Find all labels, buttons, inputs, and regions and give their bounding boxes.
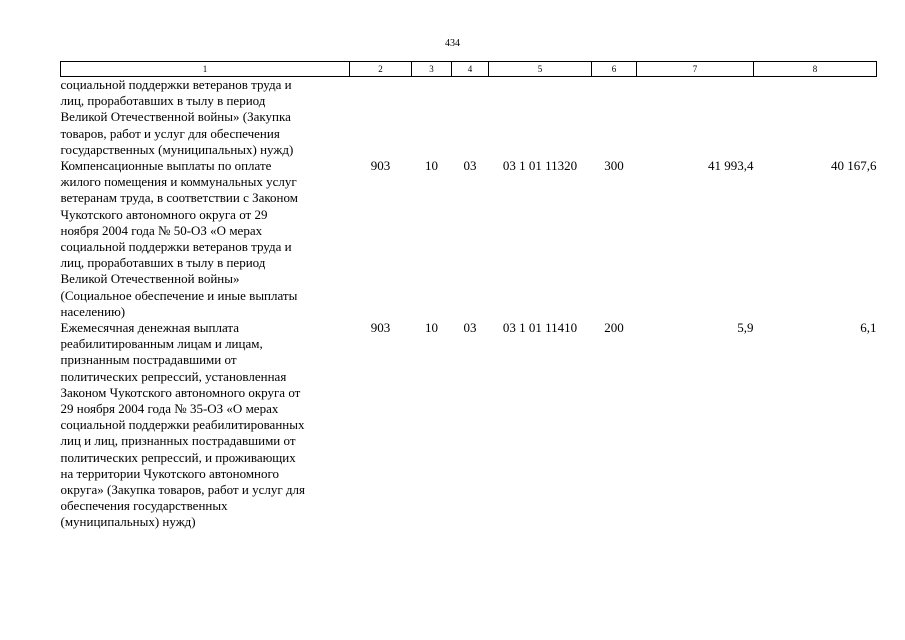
cell-target-article (489, 77, 592, 159)
desc-line: политических репрессий, установленная (60, 368, 287, 384)
desc-line: социальной поддержки ветеранов труда и (60, 77, 292, 92)
col-header-1: 1 (61, 62, 350, 77)
desc-line: жилого помещения и коммунальных услуг (60, 174, 297, 190)
cell-amount-2 (754, 77, 877, 159)
desc-line: лиц и лиц, признанных пострадавшими от (60, 433, 296, 449)
cell-expense-type: 300 (604, 158, 624, 174)
cell-ministry: 903 (370, 320, 391, 336)
desc-line: Ежемесячная денежная выплата (60, 320, 239, 336)
desc-line: политических репрессий, и проживающих (60, 449, 296, 465)
header-row (61, 62, 877, 77)
cell-section: 10 (425, 158, 438, 174)
col-header-6: 6 (592, 62, 637, 77)
desc-line: социальной поддержки реабилитированных (60, 417, 305, 433)
row-description (61, 320, 350, 531)
cell-amount-1 (637, 77, 754, 159)
desc-line: обеспечения государственных (60, 498, 228, 514)
cell-section (412, 77, 452, 159)
desc-line: округа» (Закупка товаров, работ и услуг для (60, 482, 305, 498)
desc-line: (Социальное обеспечение и иные выплаты (60, 287, 298, 303)
desc-line: ветеранам труда, в соответствии с Законом (60, 190, 298, 206)
desc-line: государственных (муниципальных) нужд) (60, 141, 294, 157)
table-row (61, 320, 877, 531)
col-header-3: 3 (412, 62, 452, 77)
cell-subsection (452, 77, 489, 159)
cell-subsection: 03 (463, 320, 477, 336)
table-row (61, 77, 877, 159)
col-header-8: 8 (754, 62, 877, 77)
desc-line: реабилитированным лицам и лицам, (60, 336, 263, 352)
cell-ministry: 903 (370, 158, 391, 174)
cell-subsection: 03 (463, 158, 477, 174)
budget-table (60, 61, 877, 531)
cell-ministry (350, 77, 412, 159)
desc-line: (муниципальных) нужд) (60, 514, 196, 530)
desc-line: лиц, проработавших в тылу в период (60, 93, 266, 109)
desc-line: признанным пострадавшими от (60, 352, 237, 368)
desc-line: населению) (60, 303, 126, 319)
desc-line: Великой Отечественной войны» (60, 271, 240, 287)
table-row (61, 158, 877, 320)
row-description (61, 77, 350, 159)
cell-amount-1: 41 993,4 (708, 158, 754, 174)
cell-target-article: 03 1 01 11320 (502, 158, 578, 174)
desc-line: 29 ноября 2004 года № 35-ОЗ «О мерах (60, 401, 279, 417)
col-header-2: 2 (350, 62, 412, 77)
col-header-5: 5 (489, 62, 592, 77)
page-number: 434 (445, 38, 460, 49)
desc-line: Великой Отечественной войны» (Закупка (60, 109, 291, 125)
cell-target-article: 03 1 01 11410 (502, 320, 578, 336)
cell-amount-1: 5,9 (737, 320, 754, 336)
cell-amount-2: 6,1 (860, 320, 877, 336)
cell-expense-type (592, 77, 637, 159)
desc-line: Компенсационные выплаты по оплате (60, 158, 272, 174)
cell-expense-type: 200 (604, 320, 624, 336)
cell-amount-2: 40 167,6 (831, 158, 877, 174)
desc-line: Чукотского автономного округа от 29 (60, 206, 268, 222)
desc-line: Законом Чукотского автономного округа от (60, 384, 301, 400)
desc-line: социальной поддержки ветеранов труда и (60, 239, 292, 255)
desc-line: на территории Чукотского автономного (60, 465, 280, 481)
cell-section: 10 (425, 320, 438, 336)
col-header-7: 7 (637, 62, 754, 77)
desc-line: ноября 2004 года № 50-ОЗ «О мерах (60, 222, 263, 238)
row-description (61, 158, 350, 320)
col-header-4: 4 (452, 62, 489, 77)
desc-line: лиц, проработавших в тылу в период (60, 255, 266, 271)
desc-line: товаров, работ и услуг для обеспечения (60, 125, 280, 141)
